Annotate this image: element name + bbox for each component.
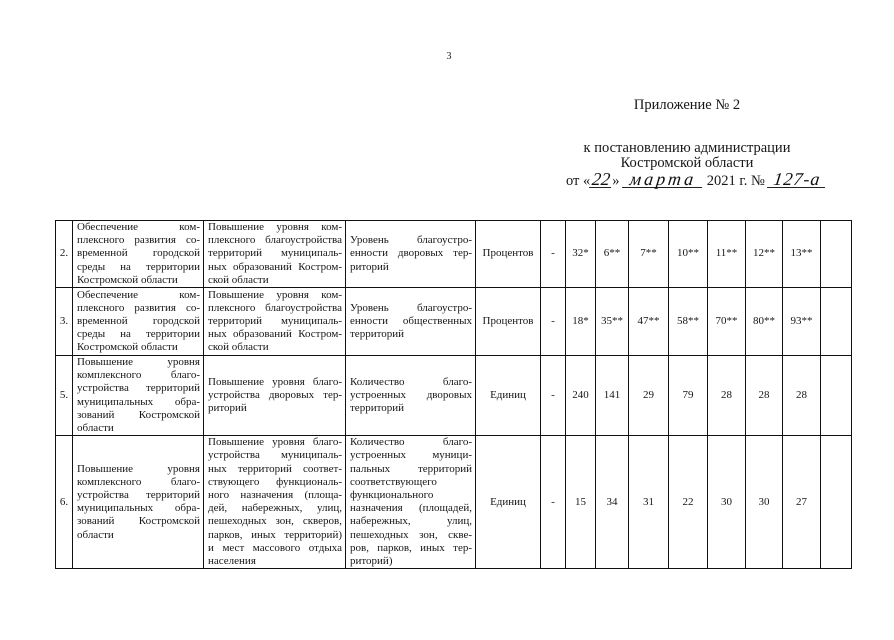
goal-text-line: устройства территорий (77, 489, 200, 502)
indicator-text-line: территорий (350, 328, 405, 341)
task-text-line: Повышение уровня ком- (208, 288, 342, 301)
value-cell: 6** (596, 221, 629, 288)
goal-text-line: муниципальных обра- (77, 395, 200, 408)
task-text-line: риторий (208, 402, 247, 415)
value-cell: 18* (566, 288, 596, 356)
value-cell: 31 (629, 436, 669, 569)
goal-cell (73, 436, 204, 569)
empty-cell (821, 356, 852, 436)
task-text-line: территорий муниципаль- (208, 314, 342, 327)
task-text-line: плексного благоустройства (208, 234, 342, 247)
table-body (56, 221, 852, 569)
value-cell: 7** (629, 221, 669, 288)
annex-reference-line: к постановлению администрации (583, 140, 791, 156)
indicator-text-line: риторий) (350, 555, 393, 568)
unit-cell: Единиц (476, 436, 541, 569)
value-cell: 80** (746, 288, 783, 356)
goal-text-line: Обеспечение ком- (77, 221, 200, 233)
indicator-cell (346, 356, 476, 436)
goal-text-line: плексного развития со- (77, 301, 200, 314)
value-cell: 11** (708, 221, 746, 288)
base-value-cell: - (541, 288, 566, 356)
table-row (56, 221, 852, 288)
task-text-line: ствующего функциональ- (208, 475, 342, 488)
goal-text-line: среды на территории (77, 328, 200, 341)
goal-text-line: Обеспечение ком- (77, 288, 200, 301)
goal-text-line: зований Костромской (77, 515, 200, 528)
indicator-cell (346, 221, 476, 288)
task-text-line: ных образований Костром- (208, 260, 342, 273)
task-text-line: дей, набережных, улиц, (208, 502, 342, 515)
value-cell: 12** (746, 221, 783, 288)
value-cell: 93** (783, 288, 821, 356)
task-text-line: ного назначения (площа- (208, 489, 342, 502)
unit-cell: Единиц (476, 356, 541, 436)
task-text-line: ской области (208, 273, 269, 286)
goal-text-line: Повышение уровня (77, 462, 200, 475)
indicator-text-line: пешеходных зон, скве- (350, 528, 472, 541)
indicator-text-line: территорий (350, 402, 405, 415)
value-cell: 79 (669, 356, 708, 436)
indicator-text-line: Уровень благоустро- (350, 234, 472, 247)
table-row (56, 356, 852, 436)
indicator-text-line: енности общественных (350, 314, 472, 327)
indicator-cell (346, 436, 476, 569)
value-cell: 58** (669, 288, 708, 356)
page-number: 3 (446, 51, 452, 62)
task-text-line: ных территорий соответ- (208, 462, 342, 475)
value-cell: 22 (669, 436, 708, 569)
date-quote-close: » (612, 173, 620, 189)
indicator-text-line: устроенных муници- (350, 449, 472, 462)
date-line (566, 169, 826, 190)
value-cell: 47** (629, 288, 669, 356)
goal-text-line: комплексного благо- (77, 475, 200, 488)
value-cell: 10** (669, 221, 708, 288)
indicator-text-line: функционального (350, 489, 434, 502)
indicator-text-line: устроенных дворовых (350, 389, 472, 402)
annex-title: Приложение № 2 (633, 97, 741, 113)
task-text-line: устройства дворовых тер- (208, 389, 342, 402)
goal-cell (73, 221, 204, 288)
task-cell (204, 356, 346, 436)
task-text-line: пешеходных зон, скверов, (208, 515, 342, 528)
task-text-line: населения (208, 555, 256, 568)
handwritten-document-number: 127-а (767, 172, 827, 188)
value-cell: 28 (708, 356, 746, 436)
handwritten-month: марта (622, 172, 704, 188)
handwritten-day: 22 (591, 169, 612, 189)
value-cell: 32* (566, 221, 596, 288)
value-cell: 13** (783, 221, 821, 288)
value-cell: 15 (566, 436, 596, 569)
task-cell (204, 436, 346, 569)
goal-text-line: комплексного благо- (77, 369, 200, 382)
empty-cell (821, 436, 852, 569)
task-text-line: и мест массового отдыха (208, 541, 342, 554)
goal-text-line: устройства территорий (77, 382, 200, 395)
goal-text-line: среды на территории (77, 260, 200, 273)
indicator-text-line: Количество благо- (350, 375, 472, 388)
indicator-text-line: набережных, улиц, (350, 515, 472, 528)
value-cell: 141 (596, 356, 629, 436)
indicator-text-line: соответствующего (350, 475, 437, 488)
goal-text-line: Костромской области (77, 341, 178, 354)
task-text-line: ных образований Костром- (208, 328, 342, 341)
task-text-line: плексного благоустройства (208, 301, 342, 314)
unit-cell: Процентов (476, 221, 541, 288)
goal-cell (73, 288, 204, 356)
task-text-line: территорий муниципаль- (208, 247, 342, 260)
value-cell: 27 (783, 436, 821, 569)
value-cell: 240 (566, 356, 596, 436)
row-number-cell: 3. (56, 288, 73, 356)
goal-text-line: Повышение уровня (77, 356, 200, 369)
goal-text-line: муниципальных обра- (77, 502, 200, 515)
goal-text-line: области (77, 422, 114, 435)
task-text-line: Повышение уровня благо- (208, 375, 342, 388)
row-number-cell: 6. (56, 436, 73, 569)
date-year-and-number-sign: 2021 г. № (706, 173, 765, 189)
empty-cell (821, 288, 852, 356)
value-cell: 29 (629, 356, 669, 436)
goal-text-line: Костромской области (77, 273, 178, 286)
value-cell: 30 (746, 436, 783, 569)
task-text-line: парков, иных территорий) (208, 528, 342, 541)
indicator-text-line: назначения (площадей, (350, 502, 472, 515)
task-text-line: Повышение уровня благо- (208, 436, 342, 449)
goal-text-line: временной городской (77, 247, 200, 260)
base-value-cell: - (541, 436, 566, 569)
empty-cell (821, 221, 852, 288)
task-cell (204, 288, 346, 356)
table-row (56, 288, 852, 356)
value-cell: 70** (708, 288, 746, 356)
indicator-text-line: енности дворовых тер- (350, 247, 472, 260)
date-prefix: от « (566, 173, 591, 189)
table-row (56, 436, 852, 569)
goal-text-line: области (77, 528, 114, 541)
base-value-cell: - (541, 221, 566, 288)
goal-text-line: зований Костромской (77, 408, 200, 421)
value-cell: 35** (596, 288, 629, 356)
task-text-line: ской области (208, 341, 269, 354)
indicator-text-line: пальных территорий (350, 462, 472, 475)
goal-text-line: плексного развития со- (77, 234, 200, 247)
indicator-text-line: ров, парков, иных тер- (350, 541, 472, 554)
unit-cell: Процентов (476, 288, 541, 356)
goal-text-line: временной городской (77, 314, 200, 327)
row-number-cell: 2. (56, 221, 73, 288)
task-cell (204, 221, 346, 288)
indicator-text-line: риторий (350, 260, 389, 273)
goal-cell (73, 356, 204, 436)
task-text-line: устройства муниципаль- (208, 449, 342, 462)
row-number-cell: 5. (56, 356, 73, 436)
indicator-cell (346, 288, 476, 356)
value-cell: 34 (596, 436, 629, 569)
value-cell: 30 (708, 436, 746, 569)
indicator-text-line: Количество благо- (350, 436, 472, 449)
indicators-table (55, 220, 852, 569)
indicator-text-line: Уровень благоустро- (350, 301, 472, 314)
base-value-cell: - (541, 356, 566, 436)
task-text-line: Повышение уровня ком- (208, 221, 342, 233)
value-cell: 28 (746, 356, 783, 436)
value-cell: 28 (783, 356, 821, 436)
annex-reference-line: Костромской области (620, 155, 754, 171)
